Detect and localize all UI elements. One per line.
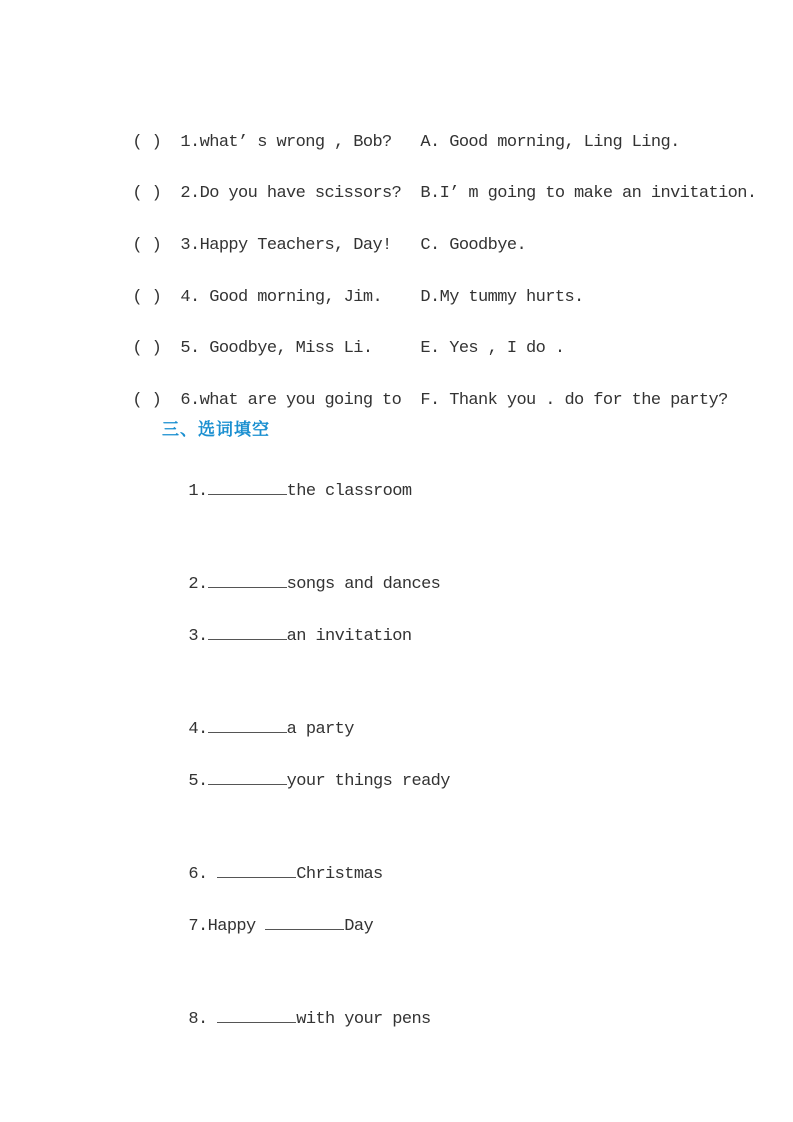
item-suffix: Day [344, 917, 374, 936]
match-answer: A. Good morning, Ling Ling. [420, 133, 680, 152]
item-prefix: 8. [188, 1010, 218, 1029]
match-question: 6.what are you going to [180, 391, 402, 410]
item-prefix: 7.Happy [188, 917, 266, 936]
item-suffix: a party [286, 720, 354, 739]
blank-input[interactable] [208, 572, 287, 588]
item-prefix: 3. [188, 627, 208, 646]
blank-input[interactable] [217, 862, 296, 878]
match-answer: C. Goodbye. [420, 236, 527, 255]
answer-paren[interactable]: ( ) [132, 184, 162, 203]
answer-paren[interactable]: ( ) [132, 391, 162, 410]
match-row-5 [94, 319, 564, 379]
item-suffix: the classroom [286, 482, 412, 501]
item-suffix: songs and dances [286, 575, 441, 594]
blank-input[interactable] [217, 1007, 296, 1023]
match-answer: F. Thank you . do for the party? [420, 391, 728, 410]
blank-input[interactable] [208, 479, 287, 495]
match-question: 4. Good morning, Jim. [180, 288, 383, 307]
match-question: 3.Happy Teachers, Day! [180, 236, 392, 255]
item-suffix: an invitation [286, 627, 412, 646]
section-title: 三、选词填空 [162, 420, 270, 440]
item-prefix: 5. [188, 772, 208, 791]
blank-input[interactable] [208, 769, 287, 785]
item-prefix: 2. [188, 575, 208, 594]
item-suffix: Christmas [296, 865, 383, 884]
fill-row-5 [150, 749, 450, 812]
blank-input[interactable] [208, 717, 287, 733]
match-answer: E. Yes , I do . [420, 339, 565, 358]
item-prefix: 6. [188, 865, 218, 884]
match-answer: B.I’ m going to make an invitation. [420, 184, 757, 203]
answer-paren[interactable]: ( ) [132, 288, 162, 307]
match-row-2 [94, 164, 756, 224]
match-question: 1.what’ s wrong , Bob? [180, 133, 392, 152]
blank-input[interactable] [265, 914, 344, 930]
item-suffix: your things ready [286, 772, 450, 791]
answer-paren[interactable]: ( ) [132, 339, 162, 358]
match-row-3 [94, 216, 526, 276]
answer-paren[interactable]: ( ) [132, 133, 162, 152]
item-suffix: with your pens [296, 1010, 431, 1029]
fill-row-1 [150, 459, 411, 522]
match-question: 5. Goodbye, Miss Li. [180, 339, 373, 358]
match-answer: D.My tummy hurts. [420, 288, 584, 307]
fill-row-8 [150, 987, 431, 1050]
blank-input[interactable] [208, 624, 287, 640]
answer-paren[interactable]: ( ) [132, 236, 162, 255]
match-question: 2.Do you have scissors? [180, 184, 402, 203]
fill-row-7 [150, 894, 373, 957]
fill-row-3 [150, 604, 411, 667]
item-prefix: 4. [188, 720, 208, 739]
item-prefix: 1. [188, 482, 208, 501]
